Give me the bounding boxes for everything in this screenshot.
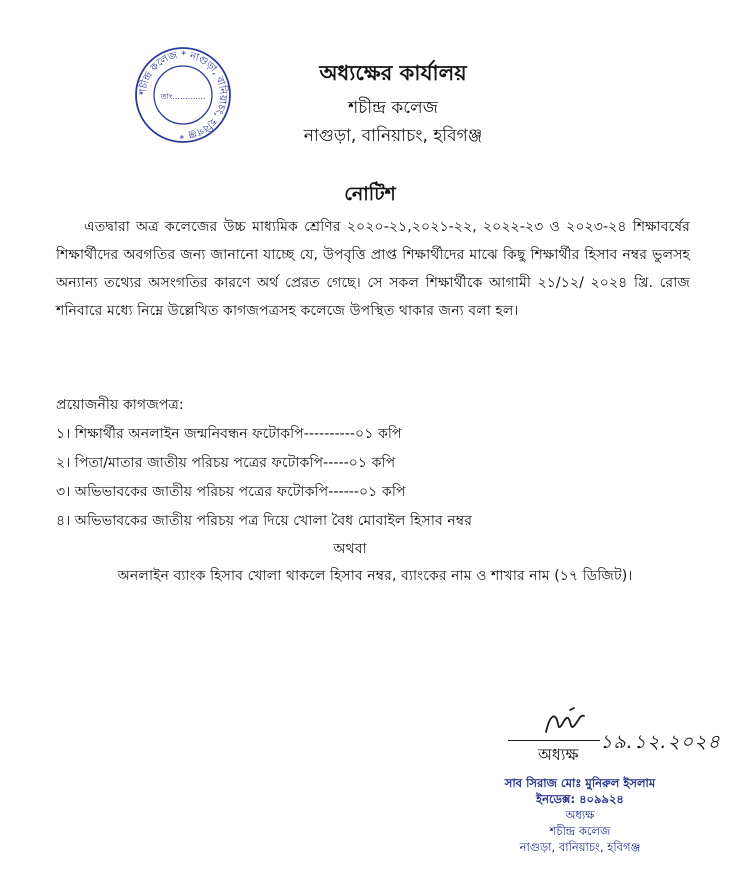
signature-line	[508, 740, 600, 741]
alternative-requirement: অনলাইন ব্যাংক হিসাব খোলা থাকলে হিসাব নম্বর, ব্যাংকের নাম ও শাখার নাম (১৭ ডিজিট)।	[117, 568, 633, 584]
notice-title: নোটিশ	[344, 183, 396, 205]
signatory-role: অধ্যক্ষ	[538, 745, 579, 764]
seal-graphic	[134, 46, 232, 144]
college-seal	[134, 46, 232, 144]
document-item-2: ২। পিতা/মাতার জাতীয় পরিচয় পত্রের ফটোকপি-----০১ কপি	[56, 455, 396, 471]
signature-scribble	[540, 706, 600, 744]
documents-heading: প্রয়োজনীয় কাগজপত্র:	[56, 397, 184, 413]
college-name: শচীন্দ্র কলেজ	[348, 98, 438, 118]
stamp-college: শচীন্দ্র কলেজ	[549, 824, 611, 838]
notice-body	[56, 213, 690, 325]
stamp-address: নাগুড়া, বানিয়াচং, হবিগঞ্জ	[519, 840, 641, 854]
document-item-1: ১। শিক্ষার্থীর অনলাইন জন্মনিবন্ধন ফটোকপি----------০১ কপি	[56, 426, 402, 442]
college-address: নাগুড়া, বানিয়াচং, হবিগঞ্জ	[303, 126, 483, 146]
document-item-4: ৪। অভিভাবকের জাতীয় পরিচয় পত্র দিয়ে খোলা বৈধ মোবাইল হিসাব নম্বর	[56, 513, 473, 529]
notice-paragraph: এতদ্বারা অত্র কলেজের উচ্চ মাধ্যমিক শ্রেণির ২০২০-২১,২০২১-২২, ২০২২-২৩ ও ২০২৩-২৪ শিক্ষাবর্ষের শিক্ষার্থীদের অবগতির জন্য জানানো যাচ্ছে যে, উপবৃত্তি প্রাপ্ত শিক্ষার্থীদের মাঝে কিছু শিক্ষার্থীর হিসাব নম্বর ভুলসহ অন্যান্য তথ্যের অসংগতির কারণে অর্থ প্রেরত গেছে। সে সকল শিক্ষার্থীকে আগামী ২১/১২/ ২০২৪ খ্রি. রোজ শনিবারে মধ্যে নিম্নে উল্লেখিত কাগজপত্রসহ কলেজে উপস্থিত থাকার জন্য বলা হল।	[56, 219, 690, 319]
or-separator: অথবা	[333, 541, 367, 557]
seal-ring-text: শচীন্দ্র কলেজ * নাগুড়া, বানিয়াচং, হবিগঞ্জ *	[137, 49, 229, 141]
document-item-3: ৩। অভিভাবকের জাতীয় পরিচয় পত্রের ফটোকপি------০১ কপি	[56, 484, 406, 500]
office-title: অধ্যক্ষের কার্যালয়	[319, 61, 467, 85]
signature-date: ১৯.১২.২০২৪	[600, 731, 721, 753]
signature-icon	[540, 706, 600, 740]
seal-date-field: তাং.............	[160, 92, 206, 101]
stamp-name: সাব সিরাজ মোঃ মুনিরুল ইসলাম	[504, 776, 656, 790]
stamp-role: অধ্যক্ষ	[565, 808, 595, 822]
stamp-index: ইনডেক্স: ৪০৯৯২৪	[536, 792, 624, 806]
